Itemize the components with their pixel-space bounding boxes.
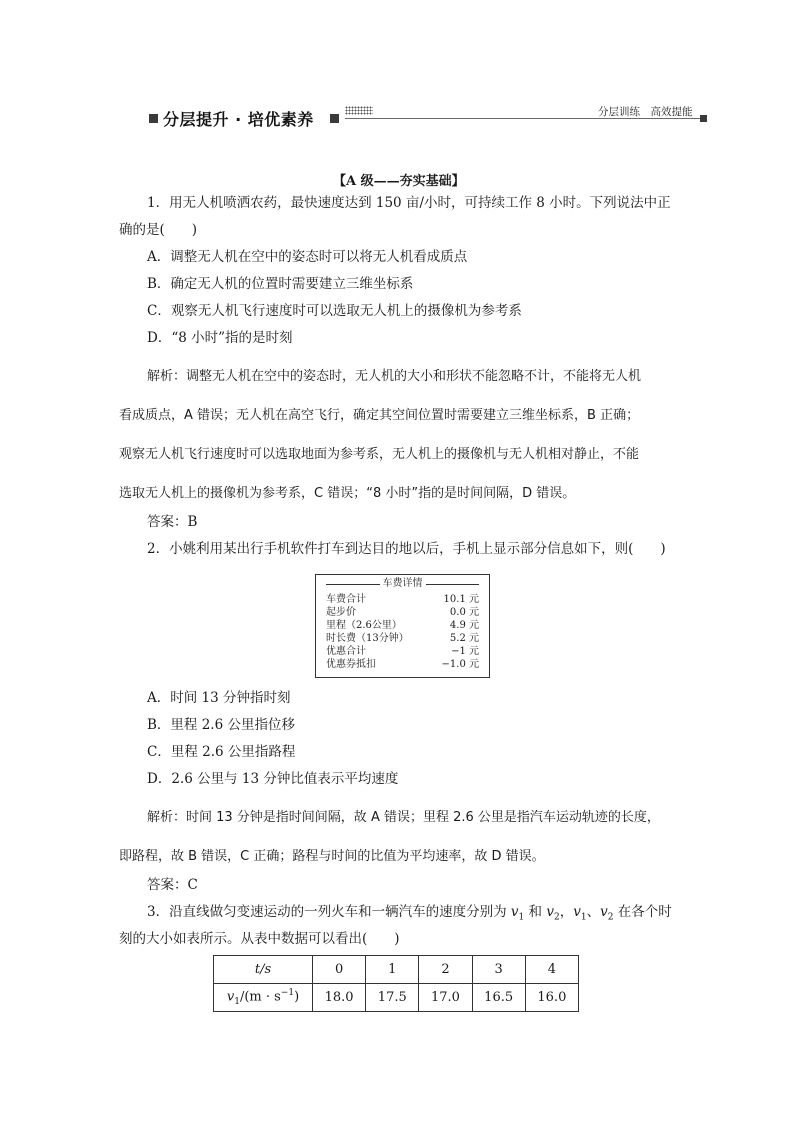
receipt-row: [326, 646, 479, 658]
q3-text-e: 在各个时: [613, 904, 672, 920]
q1-option-d: D．“8 小时”指的是时刻: [147, 330, 293, 346]
table-cell: 1: [366, 956, 419, 984]
velocity-sub: 1: [234, 996, 240, 1007]
receipt-label: 里程（2.6公里）: [326, 620, 402, 631]
receipt-value: 5.2 元: [449, 633, 479, 644]
velocity-table: [213, 955, 579, 1012]
q3-text-d: 、: [586, 904, 601, 920]
q3-sub: 2: [554, 912, 560, 923]
receipt-value: −1.0 元: [441, 659, 479, 670]
header-dots: [345, 106, 373, 115]
section-title: 【A 级——夯实基础】: [333, 174, 465, 189]
receipt-header: [326, 578, 479, 590]
receipt-value: 10.1 元: [443, 594, 479, 605]
receipt-row: [326, 607, 479, 619]
q3-text-b: 和: [524, 904, 547, 920]
time-unit-label: t/s: [254, 962, 272, 977]
q3-v: v: [546, 904, 554, 920]
velocity-close: ): [294, 989, 300, 1005]
table-cell: 4: [525, 956, 578, 984]
table-cell: 3: [472, 956, 525, 984]
q2-option-d: D．2.6 公里与 13 分钟比值表示平均速度: [147, 771, 399, 787]
q2-analysis-line2: 即路程，故 B 错误，C 正确；路程与时间的比值为平均速率，故 D 错误。: [119, 849, 545, 864]
table-cell: 18.0: [313, 984, 366, 1012]
q3-stem-line2: 刻的大小如表所示。从表中数据可以看出( ): [119, 931, 400, 947]
q3-v: v: [573, 904, 581, 920]
receipt-label: 起步价: [326, 607, 356, 618]
q1-analysis-line4: 选取无人机上的摄像机为参考系，C 错误；“8 小时”指的是时间间隔，D 错误。: [119, 486, 576, 501]
q3-text-a: 3．沿直线做匀变速运动的一列火车和一辆汽车的速度分别为: [147, 904, 511, 920]
header-title: 分层提升 · 培优素养: [163, 110, 314, 129]
table-head-velocity: [214, 984, 313, 1012]
table-head-time: [214, 956, 313, 984]
q1-option-b: B．确定无人机的位置时需要建立三维坐标系: [147, 276, 414, 292]
q2-option-c: C．里程 2.6 公里指路程: [147, 744, 296, 760]
q3-stem-line1: [147, 906, 672, 923]
fare-receipt: [315, 574, 490, 678]
q1-answer: 答案：B: [147, 514, 198, 530]
receipt-value: 0.0 元: [449, 607, 479, 618]
table-cell: 17.5: [366, 984, 419, 1012]
velocity-unit: /(m · s: [239, 989, 281, 1005]
velocity-sup: −1: [280, 988, 295, 999]
q3-sub: 2: [607, 912, 614, 923]
q3-text-c: ，: [559, 904, 574, 920]
receipt-value: −1 元: [451, 646, 479, 657]
q1-option-a: A．调整无人机在空中的姿态时可以将无人机看成质点: [147, 249, 468, 265]
q3-sub: 1: [518, 912, 525, 923]
table-row: [214, 984, 579, 1012]
q1-stem-line1: 1．用无人机喷洒农药，最快速度达到 150 亩/小时，可持续工作 8 小时。下列说法中正: [147, 195, 671, 211]
q3-sub: 1: [580, 912, 587, 923]
receipt-row: [326, 620, 479, 632]
velocity-symbol: v: [226, 989, 235, 1005]
receipt-label: 优惠合计: [326, 646, 366, 657]
q2-analysis-line1: 解析：时间 13 分钟是指时间间隔，故 A 错误；里程 2.6 公里是指汽车运动轨迹的长度，: [147, 810, 660, 825]
q1-stem-line2: 确的是( ): [119, 222, 198, 238]
header-square-right: [700, 115, 707, 122]
q1-analysis-line3: 观察无人机飞行速度时可以选取地面为参考系，无人机上的摄像机与无人机相对静止，不能: [119, 447, 640, 462]
q1-analysis-line1: 解析：调整无人机在空中的姿态时，无人机的大小和形状不能忽略不计，不能将无人机: [147, 369, 642, 384]
receipt-label: 优惠券抵扣: [326, 659, 376, 670]
table-row: [214, 956, 579, 984]
table-cell: 2: [419, 956, 472, 984]
q2-option-b: B．里程 2.6 公里指位移: [147, 717, 295, 733]
receipt-title: 车费详情: [380, 578, 426, 590]
table-cell: 0: [313, 956, 366, 984]
q3-v: v: [600, 904, 608, 920]
q2-option-a: A．时间 13 分钟指时刻: [147, 690, 291, 706]
receipt-label: 车费合计: [326, 594, 366, 605]
table-cell: 17.0: [419, 984, 472, 1012]
q3-v: v: [510, 904, 519, 920]
q2-answer: 答案：C: [147, 877, 198, 893]
q1-option-c: C．观察无人机飞行速度时可以选取无人机上的摄像机为参考系: [147, 303, 522, 319]
header-square-left: [149, 114, 158, 123]
table-cell: 16.0: [525, 984, 578, 1012]
q2-stem: 2．小姚利用某出行手机软件打车到达目的地以后，手机上显示部分信息如下，则( ): [147, 541, 666, 557]
table-cell: 16.5: [472, 984, 525, 1012]
header-right-label: 分层训练 高效提能: [598, 106, 693, 118]
header-square-mid: [330, 114, 339, 123]
receipt-row: [326, 659, 479, 671]
receipt-row: [326, 633, 479, 645]
receipt-value: 4.9 元: [449, 620, 479, 631]
receipt-row: [326, 594, 479, 606]
q1-analysis-line2: 看成质点，A 错误；无人机在高空飞行，确定其空间位置时需要建立三维坐标系，B 正确；: [119, 408, 640, 423]
receipt-label: 时长费（13分钟）: [326, 633, 409, 644]
